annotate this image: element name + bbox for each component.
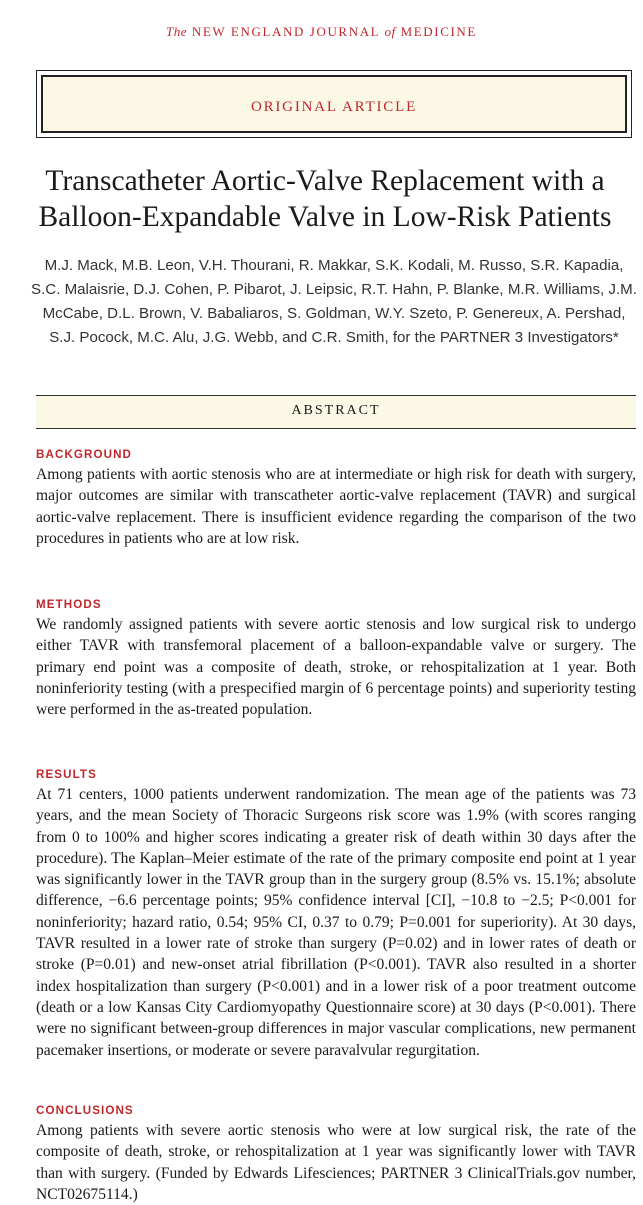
- abstract-section-conclusions: [36, 1104, 636, 1205]
- section-text-background: Among patients with aortic stenosis who are at intermediate or high risk for death with surgery, major outcomes are similar with transcatheter aortic-valve replacement (TAVR) and surgical aortic-valve replacement. There is insufficient evidence regarding the comparison of the two procedures in patients who are at low risk.: [36, 466, 636, 547]
- abstract-section-background: [36, 448, 636, 549]
- abstract-label: ABSTRACT: [291, 403, 381, 418]
- section-heading-background: BACKGROUND: [36, 448, 133, 461]
- article-type-label: ORIGINAL ARTICLE: [250, 99, 418, 115]
- masthead-medicine: MEDICINE: [400, 24, 477, 39]
- masthead-the: The: [166, 24, 188, 39]
- masthead-of: of: [384, 24, 396, 39]
- section-text-conclusions: Among patients with severe aortic stenosis who were at low surgical risk, the rate of the composite of death, stroke, or rehospitalization at 1 year was significantly lower with TAVR than with surgery. (Funded by Edwards Lifesciences; PARTNER 3 ClinicalTrials.gov number, NCT02675114.): [36, 1122, 636, 1203]
- article-type-box: [36, 70, 632, 138]
- author-list: M.J. Mack, M.B. Leon, V.H. Thourani, R. Makkar, S.K. Kodali, M. Russo, S.R. Kapadia, S.C. Malaisrie, D.J. Cohen, P. Pibarot, J. Leipsic, R.T. Hahn, P. Blanke, M.R. Williams, J.M. McCabe, D.L. Brown, V. Babaliaros, S. Goldman, W.Y. Szeto, P. Genereux, A. Pershad, S.J. Pocock, M.C. Alu, J.G. Webb, and C.R. Smith, for the PARTNER 3 Investigators*: [31, 257, 637, 346]
- section-heading-results: RESULTS: [36, 768, 97, 781]
- journal-masthead: [0, 24, 643, 40]
- section-heading-methods: METHODS: [36, 598, 102, 611]
- abstract-section-methods: [36, 598, 636, 720]
- masthead-journal-name: NEW ENGLAND JOURNAL: [191, 24, 380, 39]
- abstract-section-results: [36, 768, 636, 1061]
- abstract-header-bar: [36, 395, 636, 429]
- section-heading-conclusions: CONCLUSIONS: [36, 1104, 134, 1117]
- article-title: Transcatheter Aortic-Valve Replacement with a Balloon-Expandable Valve in Low-Risk Patients: [38, 165, 612, 233]
- article-type-inner-frame: [41, 75, 627, 133]
- section-text-methods: We randomly assigned patients with severe aortic stenosis and low surgical risk to undergo either TAVR with transfemoral placement of a balloon-expandable valve or surgery. The primary end point was a composite of death, stroke, or rehospitalization at 1 year. Both noninferiority testing (with a prespecified margin of 6 percentage points) and superiority testing were performed in the as-treated population.: [36, 616, 636, 719]
- section-text-results: At 71 centers, 1000 patients underwent randomization. The mean age of the patients was 73 years, and the mean Society of Thoracic Surgeons risk score was 1.9% (with scores ranging from 0 to 100% and higher scores indicating a greater risk of death within 30 days after the procedure). The Kaplan–Meier estimate of the rate of the primary composite end point at 1 year was significantly lower in the TAVR group than in the surgery group (8.5% vs. 15.1%; absolute difference, −6.6 percentage points; 95% confidence interval [CI], −10.8 to −2.5; P<0.001 for noninferiority; hazard ratio, 0.54; 95% CI, 0.37 to 0.79; P=0.001 for superiority). At 30 days, TAVR resulted in a lower rate of stroke than surgery (P=0.02) and in lower rates of death or stroke (P=0.01) and new-onset atrial fibrillation (P<0.001). TAVR also resulted in a shorter index hospitalization than surgery (P<0.001) and in a lower risk of a poor treatment outcome (death or a low Kansas City Cardiomyopathy Questionnaire score) at 30 days (P<0.001). There were no significant between-group differences in major vascular complications, new permanent pacemaker insertions, or moderate or severe paravalvular regurgitation.: [36, 786, 636, 1059]
